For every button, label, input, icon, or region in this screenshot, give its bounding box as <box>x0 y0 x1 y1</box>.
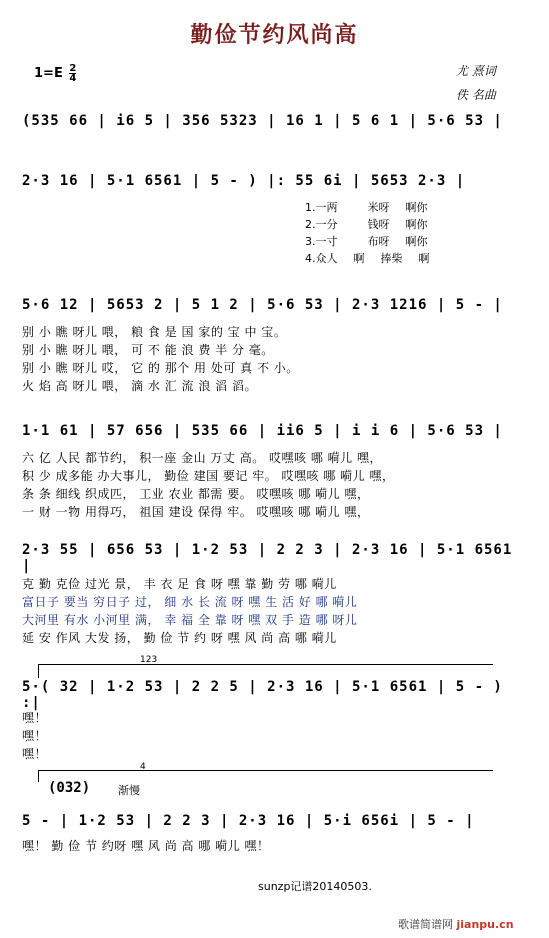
lyric-block3-verse2: 富日子 要当 穷日子 过， 细 水 长 流 呀 嘿 生 活 好 哪 嗬儿 <box>22 594 358 609</box>
time-signature: $\frac{2}{4}$ <box>69 63 77 84</box>
verse-row: 2.一分 钱呀 啊你 <box>305 218 428 231</box>
lyric-block2-verse3: 条 条 细线 织成匹， 工业 农业 都需 要。 哎嘿咳 哪 嗬儿 嘿， <box>22 486 370 501</box>
lyric-block4-verse3: 嘿！ <box>22 746 48 761</box>
lyric-block3-verse3: 大河里 有水 小河里 满， 幸 福 全 靠 呀 嘿 双 手 造 哪 呀儿 <box>22 612 358 627</box>
verse-row: 4.众人 啊 捧柴 啊 <box>305 252 430 265</box>
key-text: 1=E <box>34 66 63 81</box>
lyric-block4-verse1: 嘿！ <box>22 710 48 725</box>
notation-line-5: 2·3 55 | 656 53 | 1·2 53 | 2 2 3 | 2·3 16 | 5·1 6561 | <box>22 542 513 574</box>
final-lyrics: 嘿！ 勤 俭 节 约呀 嘿 风 尚 高 哪 嗬儿 嘿！ <box>22 838 270 853</box>
first-ending-bracket <box>38 664 493 665</box>
notation-line-4: 1·1 61 | 57 656 | 535 66 | ii6 5 | i i 6 | 5·6 53 | <box>22 423 503 439</box>
lyric-block1-verse4: 火 焰 高 呀儿 喂， 滴 水 汇 流 浪 滔 滔。 <box>22 378 257 393</box>
lyricist: 尤 熹词 <box>456 64 496 78</box>
lyric-block1-verse3: 别 小 瞧 呀儿 哎， 它 的 那个 用 处可 真 不 小。 <box>22 360 299 375</box>
second-ending-label: 4 <box>140 762 146 772</box>
page-title: 勤俭节约风尚高 <box>190 22 359 48</box>
lyric-block1-verse1: 别 小 瞧 呀儿 喂， 粮 食 是 国 家的 宝 中 宝。 <box>22 324 287 339</box>
first-ending-label: 123 <box>140 655 158 665</box>
notation-line-1: (535 66 | i6 5 | 356 5323 | 16 1 | 5 6 1 | 5·6 53 | <box>22 113 503 129</box>
lyric-block4-verse2: 嘿！ <box>22 728 48 743</box>
coda-pickup: (032) <box>48 780 91 796</box>
verse-row: 1.一两 米呀 啊你 <box>305 201 428 214</box>
second-ending-bracket <box>38 770 493 771</box>
notation-line-7: 5 - | 1·2 53 | 2 2 3 | 2·3 16 | 5·i 656i | 5 - | <box>22 813 475 829</box>
composer: 佚 名曲 <box>456 88 496 102</box>
verse-row: 3.一寸 布呀 啊你 <box>305 235 428 248</box>
notation-line-3: 5·6 12 | 5653 2 | 5 1 2 | 5·6 53 | 2·3 1216 | 5 - | <box>22 297 503 313</box>
lyric-block2-verse2: 积 少 成多能 办大事儿， 勤俭 建国 要记 牢。 哎嘿咳 哪 嗬儿 嘿， <box>22 468 395 483</box>
notation-line-6: 5·( 32 | 1·2 53 | 2 2 5 | 2·3 16 | 5·1 6561 | 5 - ) :| <box>22 679 503 711</box>
lyric-block1-verse2: 别 小 瞧 呀儿 喂， 可 不 能 浪 费 半 分 毫。 <box>22 342 274 357</box>
first-ending-tick <box>38 664 39 678</box>
lyric-block3-verse4: 延 安 作风 大发 扬， 勤 俭 节 约 呀 嘿 风 尚 高 哪 嗬儿 <box>22 630 337 645</box>
lyric-block3-verse1: 克 勤 克俭 过光 景， 丰 衣 足 食 呀 嘿 靠 勤 劳 哪 嗬儿 <box>22 576 337 591</box>
watermark <box>398 916 514 932</box>
watermark-url: jianpu.cn <box>456 918 514 931</box>
notation-line-2: 2·3 16 | 5·1 6561 | 5 - ) |: 55 6i | 5653 2·3 | <box>22 173 466 189</box>
transcriber-credit: sunzp记谱20140503. <box>258 880 372 893</box>
tempo-marking: 渐慢 <box>118 784 140 797</box>
second-ending-tick <box>38 770 39 782</box>
key-signature <box>34 64 76 83</box>
lyric-block2-verse1: 六 亿 人民 都节约， 积一座 金山 万丈 高。 哎嘿咳 哪 嗬儿 嘿， <box>22 450 382 465</box>
lyric-block2-verse4: 一 财 一物 用得巧， 祖国 建设 保得 牢。 哎嘿咳 哪 嗬儿 嘿， <box>22 504 370 519</box>
watermark-site: 歌谱简谱网 <box>398 918 453 931</box>
